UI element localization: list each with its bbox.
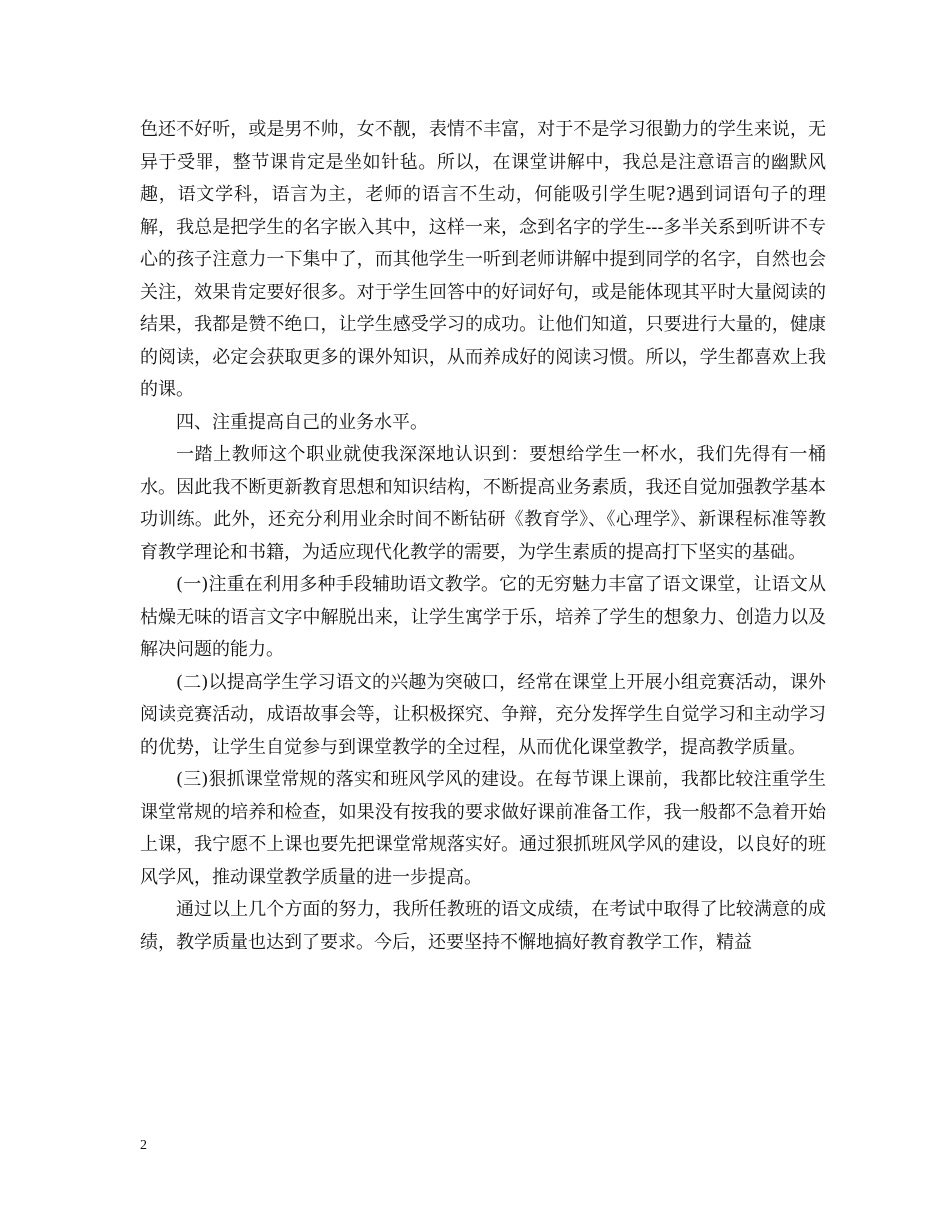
- page-number: 2: [140, 1138, 147, 1153]
- paragraph-item-one: (一)注重在利用多种手段辅助语文教学。它的无穷魅力丰富了语文课堂，让语文从枯燥无味的语言文字中解脱出来，让学生寓学于乐，培养了学生的想象力、创造力以及解决问题的能力。: [140, 574, 826, 660]
- section-heading-four: 四、注重提高自己的业务水平。: [176, 411, 428, 433]
- paragraph-item-three: (三)狠抓课堂常规的落实和班风学风的建设。在每节课上课前，我都比较注重学生课堂常规的培养和检查，如果没有按我的要求做好课前准备工作，我一般都不急着开始上课，我宁愿不上课也要先把课堂常规落实好。通过狠抓班风学风的建设，以良好的班风学风，推动课堂教学质量的进一步提高。: [140, 769, 826, 888]
- paragraph-item-two: (二)以提高学生学习语文的兴趣为突破口，经常在课堂上开展小组竞赛活动，课外阅读竞赛活动，成语故事会等，让积极探究、争辩，充分发挥学生自觉学习和主动学习的优势，让学生自觉参与到课堂教学的全过程，从而优化课堂教学，提高教学质量。: [140, 671, 826, 758]
- paragraph-continuation: 色还不好听，或是男不帅，女不靓，表情不丰富，对于不是学习很勤力的学生来说，无异于受罪，整节课肯定是坐如针毡。所以，在课堂讲解中，我总是注意语言的幽默风趣，语文学科，语言为主，老师的语言不生动，何能吸引学生呢?遇到词语句子的理解，我总是把学生的名字嵌入其中，这样一来，念到名字的学生---多半关系到听讲不专心的孩子注意力一下集中了，而其他学生一听到老师讲解中提到同学的名字，自然也会关注，效果肯定要好很多。对于学生回答中的好词好句，或是能体现其平时大量阅读的结果，我都是赞不绝口，让学生感受学习的成功。让他们知道，只要进行大量的，健康的阅读，必定会获取更多的课外知识，从而养成好的阅读习惯。所以，学生都喜欢上我的课。: [140, 119, 826, 400]
- body-text: [140, 114, 826, 959]
- paragraph-conclusion: 通过以上几个方面的努力，我所任教班的语文成绩，在考试中取得了比较满意的成绩，教学质量也达到了要求。今后，还要坚持不懈地搞好教育教学工作，精益: [140, 899, 826, 953]
- paragraph-teacher-profession: 一踏上教师这个职业就使我深深地认识到：要想给学生一杯水，我们先得有一桶水。因此我不断更新教育思想和知识结构，不断提高业务素质，我还自觉加强教学基本功训练。此外，还充分利用业余时间不断钻研《教育学》、《心理学》、新课程标准等教育教学理论和书籍，为适应现代化教学的需要，为学生素质的提高打下坚实的基础。: [140, 444, 826, 563]
